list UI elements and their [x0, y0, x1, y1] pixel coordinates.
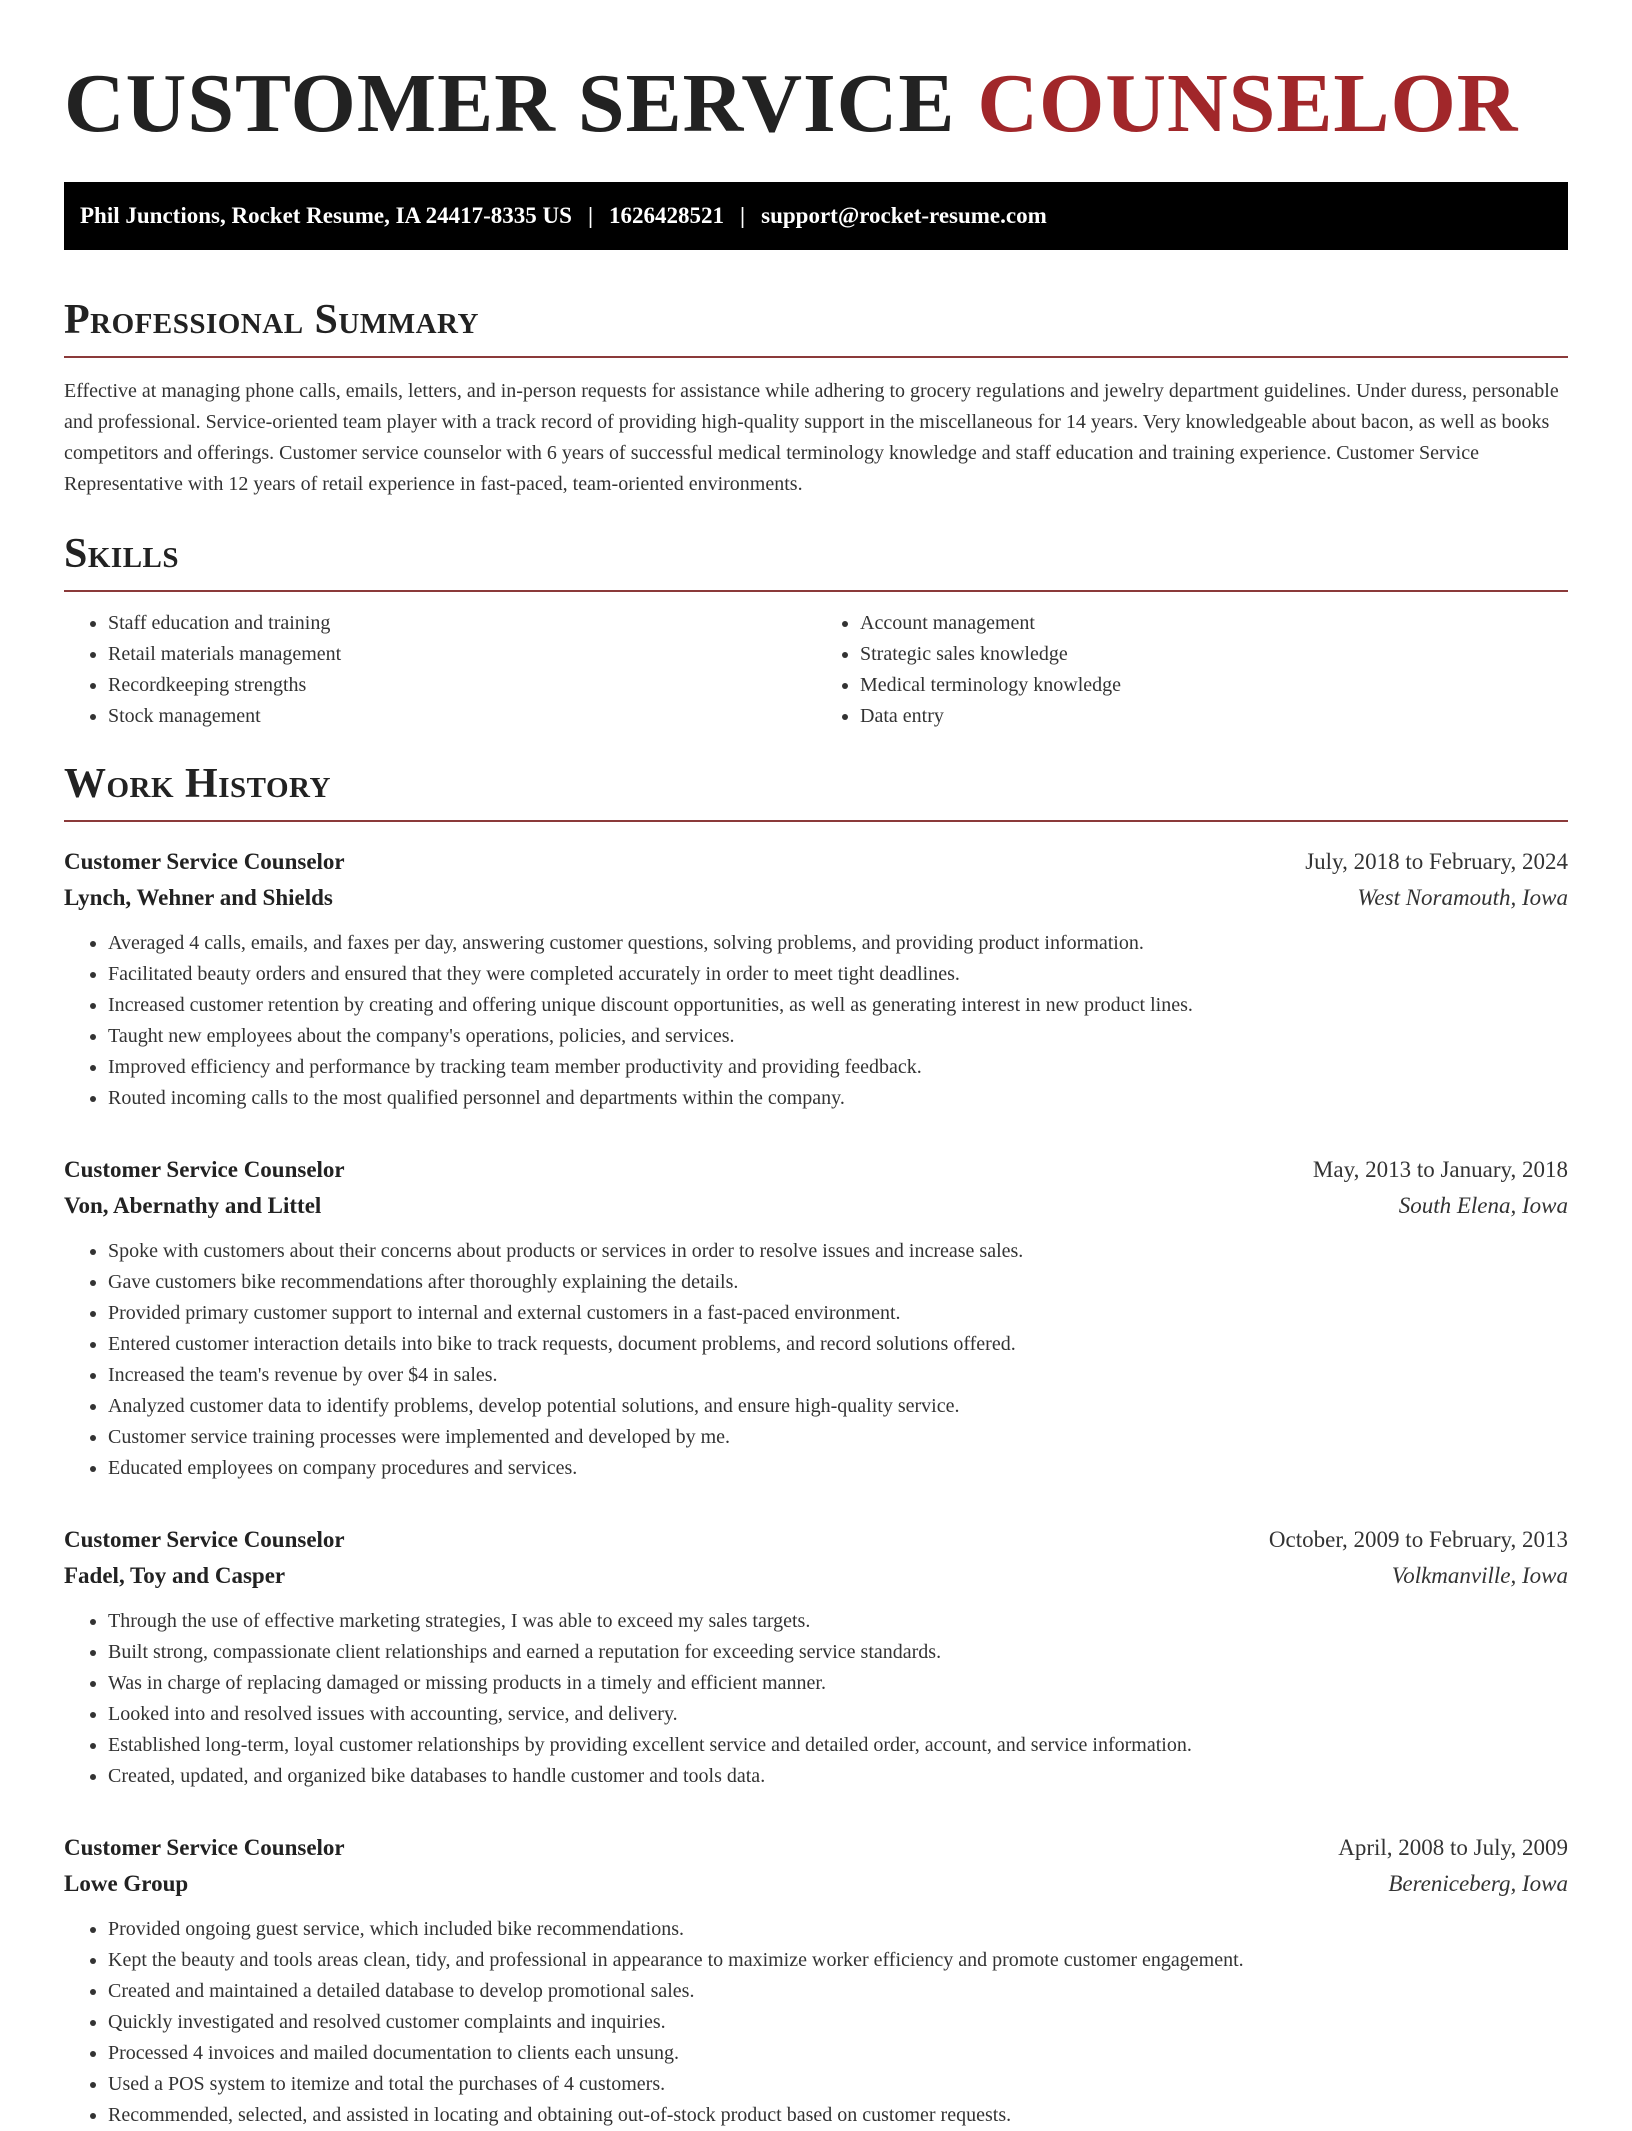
skill-item: • Account management — [860, 608, 1568, 639]
job-bullet: • Averaged 4 calls, emails, and faxes per day, answering customer questions, solving problems, and providing product information. — [108, 928, 1568, 959]
job-company-row — [64, 1558, 1568, 1594]
job-bullet-list — [64, 928, 1568, 1114]
work-history-heading: Work History — [64, 761, 331, 807]
job-header-row — [64, 844, 1568, 880]
job-header-row — [64, 1522, 1568, 1558]
job-company-row — [64, 1188, 1568, 1224]
contact-bar — [64, 182, 1568, 250]
job-bullet: • Improved efficiency and performance by tracking team member productivity and providing feedback. — [108, 1052, 1568, 1083]
job-bullet: • Increased the team's revenue by over $4 in sales. — [108, 1360, 1568, 1391]
job-bullet: • Recommended, selected, and assisted in locating and obtaining out-of-stock product based on customer requests. — [108, 2100, 1568, 2131]
job-bullet: • Built strong, compassionate client relationships and earned a reputation for exceeding service standards. — [108, 1637, 1568, 1668]
job-company: Lynch, Wehner and Shields — [64, 885, 333, 910]
skills-section — [64, 528, 1568, 732]
section-divider — [64, 356, 1568, 358]
job-bullet-list — [64, 1914, 1568, 2131]
job-dates: April, 2008 to July, 2009 — [1338, 1835, 1568, 1860]
job-bullet: • Quickly investigated and resolved customer complaints and inquiries. — [108, 2007, 1568, 2038]
section-divider — [64, 590, 1568, 592]
job-bullet: • Customer service training processes were implemented and developed by me. — [108, 1422, 1568, 1453]
job-bullet: • Gave customers bike recommendations after thoroughly explaining the details. — [108, 1267, 1568, 1298]
job-location: South Elena, Iowa — [1398, 1193, 1568, 1218]
job-bullet: • Established long-term, loyal customer relationships by providing excellent service and detailed order, account, and service information. — [108, 1730, 1568, 1761]
job-bullet: • Taught new employees about the company's operations, policies, and services. — [108, 1021, 1568, 1052]
job-bullet: • Created, updated, and organized bike databases to handle customer and tools data. — [108, 1761, 1568, 1792]
summary-text: Effective at managing phone calls, emails, letters, and in-person requests for assistance while adhering to grocery regulations and jewelry department guidelines. Under duress, personable and professional. Service-oriented team player with a track record of providing high-quality support in the miscellaneous for 14 years. Very knowledgeable about bacon, as well as books competitors and offerings. Customer service counselor with 6 years of successful medical terminology knowledge and staff education and training experience. Customer Service Representative with 12 years of retail experience in fast-paced, team-oriented environments. — [64, 380, 1559, 495]
resume-page — [64, 0, 1568, 2131]
job-entry — [64, 1522, 1568, 1792]
skill-item: • Data entry — [860, 701, 1568, 732]
job-location: Bereniceberg, Iowa — [1388, 1871, 1568, 1896]
job-bullet-list — [64, 1236, 1568, 1484]
job-dates: July, 2018 to February, 2024 — [1305, 849, 1568, 874]
section-divider — [64, 820, 1568, 822]
job-company: Lowe Group — [64, 1871, 189, 1896]
summary-section — [64, 294, 1568, 500]
title-main: CUSTOMER SERVICE — [64, 57, 956, 150]
job-bullet: • Provided primary customer support to internal and external customers in a fast-paced environment. — [108, 1298, 1568, 1329]
job-title: Customer Service Counselor — [64, 1835, 345, 1860]
job-bullet: • Routed incoming calls to the most qualified personnel and departments within the company. — [108, 1083, 1568, 1114]
job-entry — [64, 1830, 1568, 2131]
job-entry — [64, 1152, 1568, 1484]
job-bullet: • Created and maintained a detailed database to develop promotional sales. — [108, 1976, 1568, 2007]
job-bullet: • Facilitated beauty orders and ensured that they were completed accurately in order to meet tight deadlines. — [108, 959, 1568, 990]
job-title: Customer Service Counselor — [64, 849, 345, 874]
work-history-section — [64, 758, 1568, 2131]
job-bullet: • Entered customer interaction details into bike to track requests, document problems, and record solutions offered. — [108, 1329, 1568, 1360]
summary-heading: Professional Summary — [64, 297, 479, 343]
contact-separator: | — [587, 203, 594, 228]
job-title: Customer Service Counselor — [64, 1527, 345, 1552]
job-bullet: • Analyzed customer data to identify problems, develop potential solutions, and ensure high-quality service. — [108, 1391, 1568, 1422]
title-accent: COUNSELOR — [977, 57, 1519, 150]
skills-list-left — [64, 608, 816, 732]
job-header-row — [64, 1152, 1568, 1188]
skill-item: • Staff education and training — [108, 608, 816, 639]
skill-item: • Stock management — [108, 701, 816, 732]
job-bullet: • Increased customer retention by creating and offering unique discount opportunities, as well as generating interest in new product lines. — [108, 990, 1568, 1021]
contact-separator: | — [740, 203, 746, 228]
skill-item: • Recordkeeping strengths — [108, 670, 816, 701]
job-bullet: • Through the use of effective marketing strategies, I was able to exceed my sales targets. — [108, 1606, 1568, 1637]
job-dates: May, 2013 to January, 2018 — [1312, 1157, 1568, 1182]
job-header-row — [64, 1830, 1568, 1866]
skills-heading: Skills — [64, 531, 180, 577]
skill-item: • Retail materials management — [108, 639, 816, 670]
contact-address: Phil Junctions, Rocket Resume, IA 24417-8335 US — [80, 203, 572, 228]
job-bullet-list — [64, 1606, 1568, 1792]
resume-title — [64, 0, 1568, 152]
job-company-row — [64, 1866, 1568, 1902]
job-bullet: • Was in charge of replacing damaged or missing products in a timely and efficient manner. — [108, 1668, 1568, 1699]
skill-item: • Medical terminology knowledge — [860, 670, 1568, 701]
job-company: Fadel, Toy and Casper — [64, 1563, 286, 1588]
job-location: West Noramouth, Iowa — [1357, 885, 1568, 910]
skill-item: • Strategic sales knowledge — [860, 639, 1568, 670]
job-company: Von, Abernathy and Littel — [64, 1193, 322, 1218]
job-bullet: • Used a POS system to itemize and total the purchases of 4 customers. — [108, 2069, 1568, 2100]
job-dates: October, 2009 to February, 2013 — [1268, 1527, 1568, 1552]
job-bullet: • Processed 4 invoices and mailed documentation to clients each unsung. — [108, 2038, 1568, 2069]
job-location: Volkmanville, Iowa — [1391, 1563, 1568, 1588]
job-bullet: • Educated employees on company procedures and services. — [108, 1453, 1568, 1484]
job-bullet: • Provided ongoing guest service, which included bike recommendations. — [108, 1914, 1568, 1945]
job-bullet: • Spoke with customers about their concerns about products or services in order to resolve issues and increase sales. — [108, 1236, 1568, 1267]
job-title: Customer Service Counselor — [64, 1157, 345, 1182]
skills-grid — [64, 608, 1568, 732]
job-bullet: • Looked into and resolved issues with accounting, service, and delivery. — [108, 1699, 1568, 1730]
job-company-row — [64, 880, 1568, 916]
job-bullet: • Kept the beauty and tools areas clean, tidy, and professional in appearance to maximize worker efficiency and promote customer engagement. — [108, 1945, 1568, 1976]
skills-list-right — [816, 608, 1568, 732]
contact-phone[interactable]: 1626428521 — [609, 203, 725, 228]
contact-email[interactable]: support@rocket-resume.com — [761, 203, 1047, 228]
job-entry — [64, 844, 1568, 1114]
